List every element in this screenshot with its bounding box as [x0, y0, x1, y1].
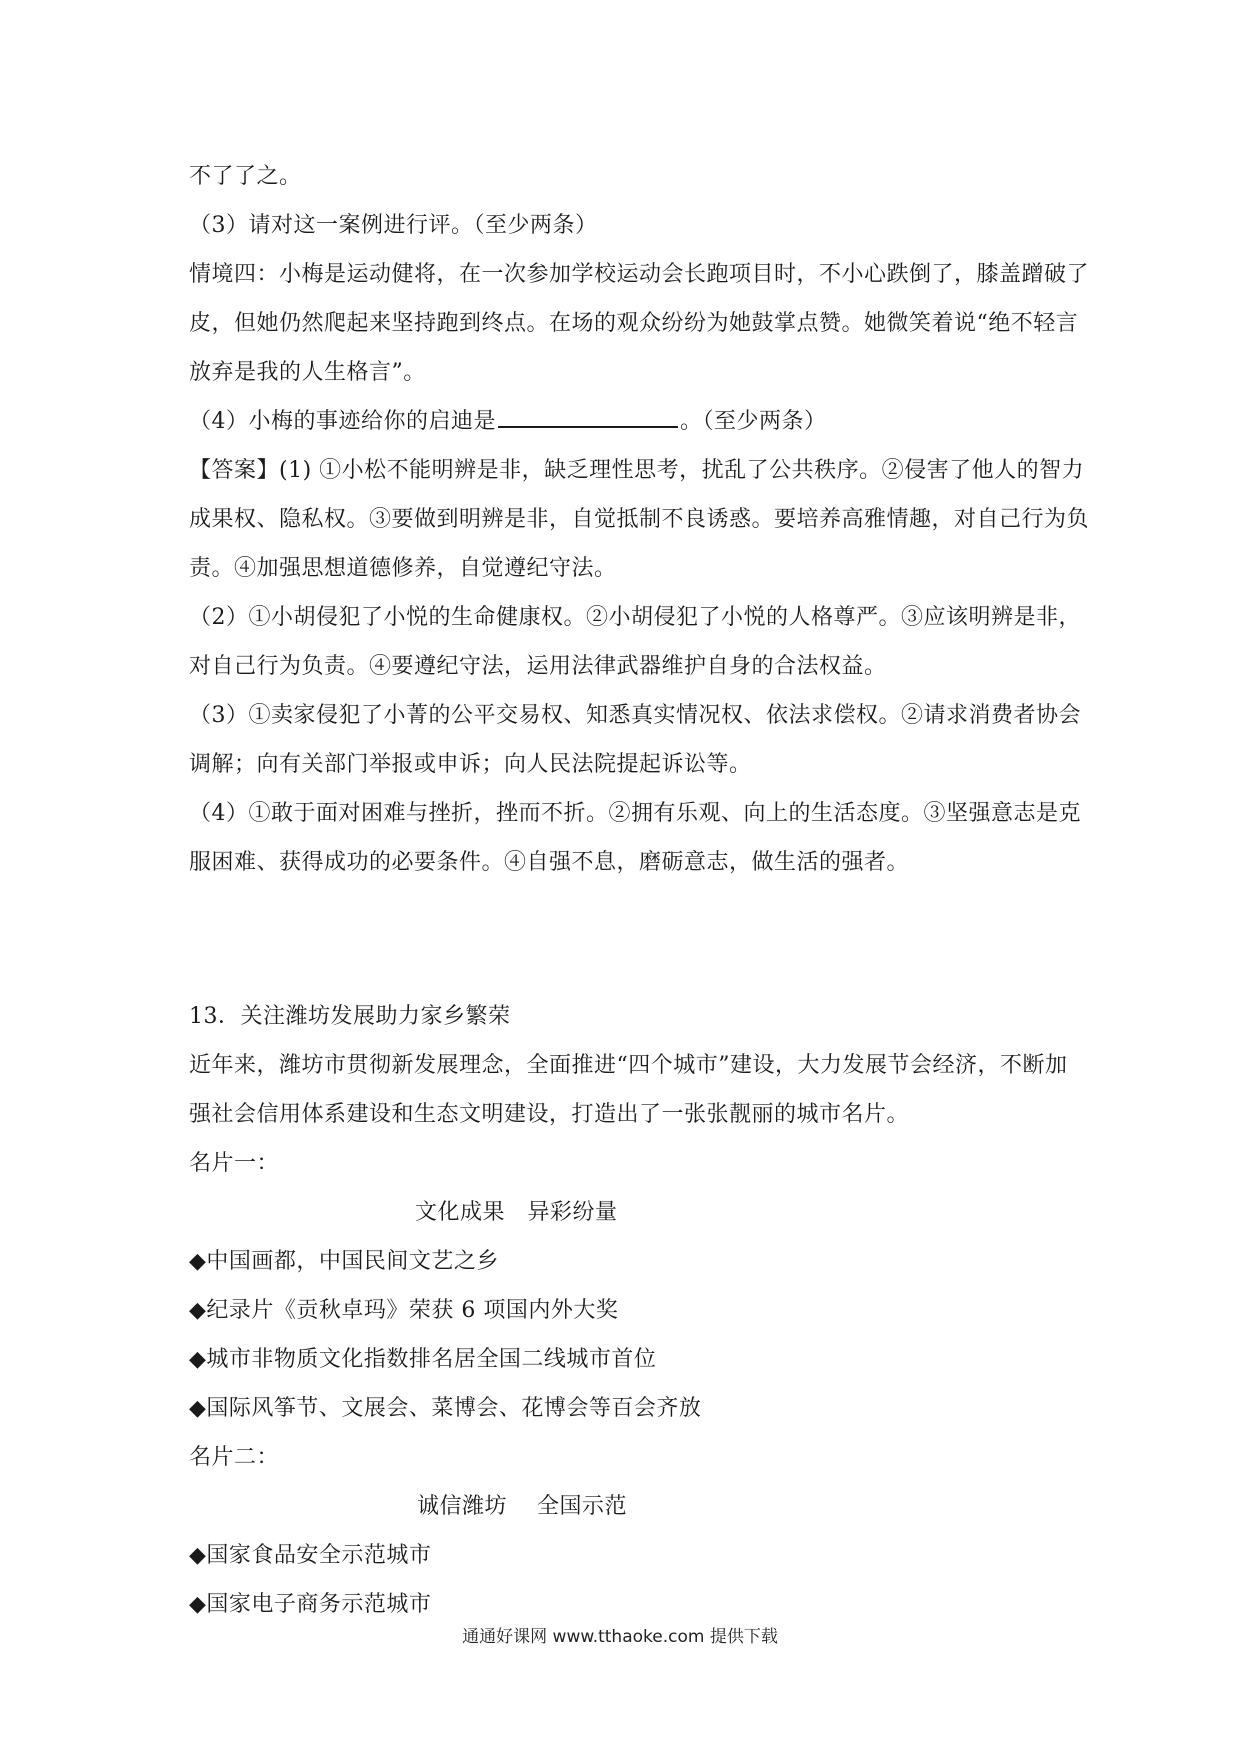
- page-footer: 通通好课网 www.tthaoke.com 提供下载: [462, 1627, 778, 1647]
- card-item: ◆城市非物质文化指数排名居全国二线城市首位: [189, 1347, 657, 1372]
- scenario-text-block: [189, 152, 1090, 446]
- text-line: 皮，但她仍然爬起来坚持跑到终点。在场的观众纷纷为她鼓掌点赞。她微笑着说“绝不轻言: [189, 311, 1079, 336]
- card-item: ◆国家食品安全示范城市: [189, 1543, 432, 1568]
- card-item: ◆国家电子商务示范城市: [189, 1592, 432, 1617]
- question-4-suffix: 。（至少两条）: [680, 409, 827, 434]
- answer-line: 【答案】(1) ①小松不能明辨是非，缺乏理性思考，扰乱了公共秩序。②侵害了他人的智力: [189, 458, 1085, 483]
- card-item: ◆中国画都，中国民间文艺之乡: [189, 1249, 499, 1274]
- question-13-block: [189, 992, 1068, 1629]
- answer-line: （4）①敢于面对困难与挫折，挫而不折。②拥有乐观、向上的生活态度。③坚强意志是克: [189, 801, 1082, 826]
- card-item: ◆纪录片《贡秋卓玛》荣获 6 项国内外大奖: [189, 1298, 619, 1323]
- card-1-title: 文化成果 异彩纷量: [415, 1200, 618, 1225]
- card-2-label: 名片二：: [189, 1445, 280, 1470]
- answer-line: （3）①卖家侵犯了小菁的公平交易权、知悉真实情况权、依法求偿权。②请求消费者协会: [189, 703, 1082, 728]
- answer-line: （2）①小胡侵犯了小悦的生命健康权。②小胡侵犯了小悦的人格尊严。③应该明辨是非，: [189, 605, 1082, 630]
- section-gap: [189, 887, 1059, 992]
- text-line: 不了了之。: [189, 164, 302, 189]
- card-1-label: 名片一：: [189, 1151, 280, 1176]
- text-line: 近年来，潍坊市贯彻新发展理念，全面推进“四个城市”建设，大力发展节会经济，不断加: [189, 1053, 1068, 1078]
- answer-line: 对自己行为负责。④要遵纪守法，运用法律武器维护自身的合法权益。: [189, 654, 887, 679]
- question-4-line: [189, 397, 1059, 446]
- text-line: 放弃是我的人生格言”。: [189, 360, 426, 385]
- text-line: （3）请对这一案例进行评。（至少两条）: [189, 213, 598, 238]
- question-4-prompt: （4）小梅的事迹给你的启迪是: [189, 409, 496, 434]
- text-line: 强社会信用体系建设和生态文明建设，打造出了一张张靓丽的城市名片。: [189, 1102, 910, 1127]
- answer-line: 调解；向有关部门举报或申诉；向人民法院提起诉讼等。: [189, 752, 752, 777]
- answer-line: 服困难、获得成功的必要条件。④自强不息，磨砺意志，做生活的强者。: [189, 850, 910, 875]
- answer-line: 责。④加强思想道德修养，自觉遵纪守法。: [189, 556, 617, 581]
- answer-block: [189, 446, 1090, 887]
- document-body: [189, 152, 1090, 1629]
- card-2-title: 诚信潍坊 全国示范: [417, 1494, 627, 1519]
- text-line: 情境四：小梅是运动健将，在一次参加学校运动会长跑项目时，不小心跌倒了，膝盖蹭破了: [189, 262, 1090, 287]
- card-item: ◆国际风筝节、文展会、菜博会、花博会等百会齐放: [189, 1396, 702, 1421]
- question-13-title: 13．关注潍坊发展助力家乡繁荣: [189, 1004, 511, 1029]
- answer-line: 成果权、隐私权。③要做到明辨是非，自觉抵制不良诱惑。要培养高雅情趣，对自己行为负: [189, 507, 1090, 532]
- answer-blank: [498, 406, 678, 428]
